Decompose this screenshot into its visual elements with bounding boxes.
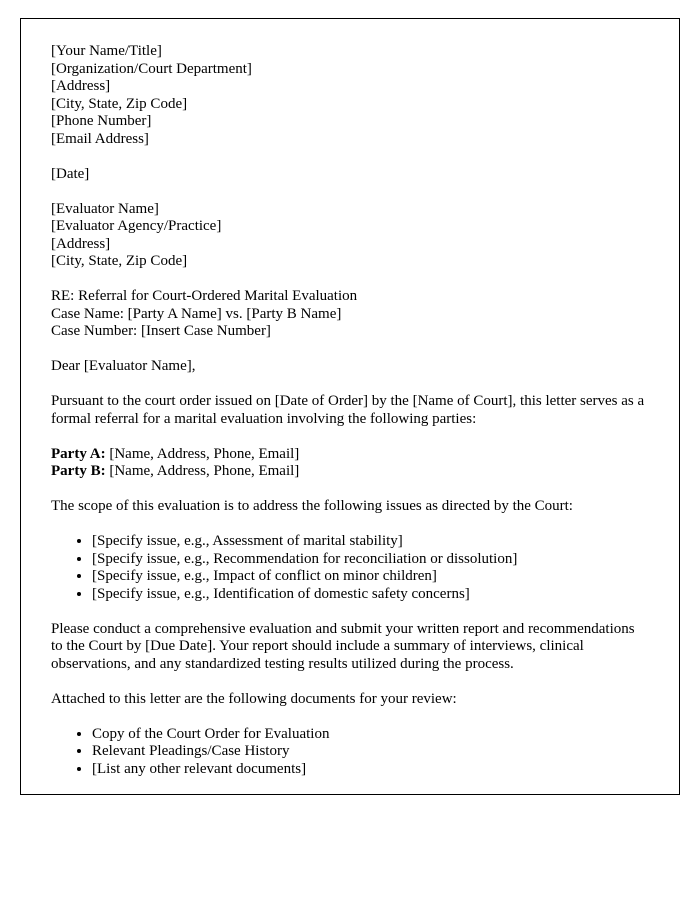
recipient-city-line: [City, State, Zip Code] — [51, 253, 188, 269]
party-a-label: Party A: — [51, 445, 106, 462]
scope-item: • [Specify issue, e.g., Assessment of marital stability] — [92, 533, 649, 551]
sender-address-line: [Address] — [51, 78, 111, 94]
sender-city-line: [City, State, Zip Code] — [51, 95, 188, 112]
attachment-item: • [List any other relevant documents] — [92, 761, 649, 779]
subject-block — [51, 288, 649, 341]
scope-item: • [Specify issue, e.g., Identification of domestic safety concerns] — [92, 586, 649, 604]
recipient-address-line: [Address] — [51, 235, 111, 252]
scope-item: • [Specify issue, e.g., Impact of conflict on minor children] — [92, 568, 649, 586]
case-name-line: Case Name: [Party A Name] vs. [Party B Name] — [51, 305, 342, 322]
attachment-item: • Relevant Pleadings/Case History — [92, 743, 649, 761]
scope-item: • [Specify issue, e.g., Recommendation for reconciliation or dissolution] — [92, 551, 649, 569]
report-paragraph: Please conduct a comprehensive evaluation and submit your written report and recommendations to the Court by [Due Date]. Your report should include a summary of interviews, clinical observations, and any standardized testing results utilized during the process. — [51, 620, 635, 672]
party-b-line — [51, 463, 649, 481]
party-a-value: [Name, Address, Phone, Email] — [109, 445, 300, 462]
re-line: RE: Referral for Court-Ordered Marital Evaluation — [51, 288, 358, 304]
party-a-line — [51, 446, 649, 464]
date-line: [Date] — [51, 165, 90, 182]
case-number-line: Case Number: [Insert Case Number] — [51, 323, 271, 339]
recipient-block — [51, 201, 649, 271]
sender-name-line: [Your Name/Title] — [51, 43, 162, 59]
sender-organization-line: [Organization/Court Department] — [51, 60, 252, 77]
party-b-label: Party B: — [51, 463, 106, 479]
sender-block — [51, 43, 649, 148]
attachment-item: • Copy of the Court Order for Evaluation — [92, 726, 649, 744]
party-b-value: [Name, Address, Phone, Email] — [109, 463, 300, 479]
attachments-paragraph: Attached to this letter are the following documents for your review: — [51, 690, 457, 707]
salutation: Dear [Evaluator Name], — [51, 358, 196, 374]
attachments-list — [51, 726, 649, 779]
scope-list — [51, 533, 649, 603]
recipient-name-line: [Evaluator Name] — [51, 200, 159, 217]
sender-email-line: [Email Address] — [51, 130, 149, 147]
scope-paragraph: The scope of this evaluation is to address the following issues as directed by the Court: — [51, 498, 573, 514]
letter-document — [20, 18, 680, 795]
sender-phone-line: [Phone Number] — [51, 113, 152, 129]
intro-paragraph: Pursuant to the court order issued on [Date of Order] by the [Name of Court], this letter serves as a formal referral for a marital evaluation involving the following parties: — [51, 393, 645, 427]
recipient-agency-line: [Evaluator Agency/Practice] — [51, 218, 222, 234]
parties-block — [51, 446, 649, 481]
